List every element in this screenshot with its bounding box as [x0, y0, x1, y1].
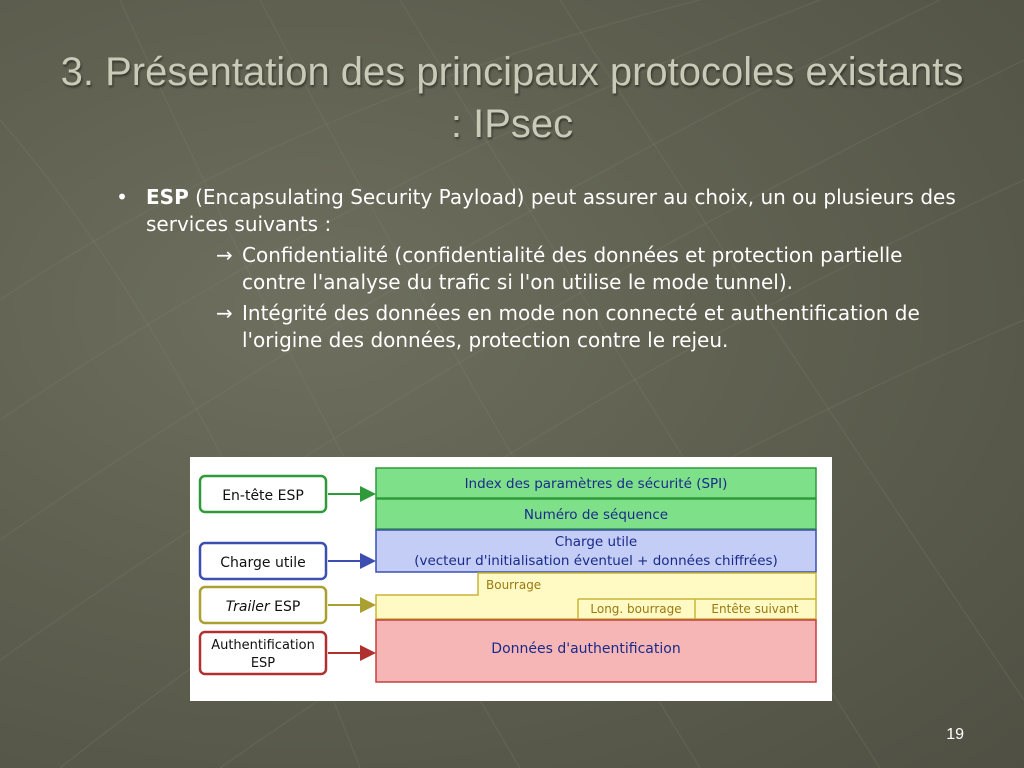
- label-header: En-tête ESP: [222, 488, 304, 504]
- field-payload-line1: Charge utile: [554, 534, 638, 550]
- bullet-dot: •: [116, 185, 128, 209]
- sub-item-integrity: [216, 300, 962, 354]
- label-trailer-rest: ESP: [269, 599, 301, 615]
- field-spi: Index des paramètres de sécurité (SPI): [464, 476, 728, 492]
- field-pad-length: Long. bourrage: [590, 602, 682, 616]
- bullet-list: [112, 184, 962, 354]
- sub-item-confidentiality: [216, 242, 962, 296]
- field-next-header: Entête suivant: [711, 602, 799, 616]
- bullet-text: (Encapsulating Security Payload) peut assurer au choix, un ou plusieurs des services suivants :: [146, 185, 956, 236]
- label-auth-line1: Authentification: [211, 638, 315, 653]
- esp-diagram-svg: [190, 457, 832, 701]
- bullet-esp: [112, 184, 962, 238]
- label-trailer-italic: Trailer: [225, 599, 270, 615]
- arrow-icon: →: [216, 243, 233, 267]
- bullet-term: ESP: [146, 185, 189, 209]
- label-trailer: [226, 599, 301, 615]
- field-padding: Bourrage: [486, 578, 542, 592]
- sub-item-text: Intégrité des données en mode non connecté et authentification de l'origine des données, protection contre le rejeu.: [242, 301, 920, 352]
- sub-item-text: Confidentialité (confidentialité des données et protection partielle contre l'analyse du trafic si l'on utilise le mode tunnel).: [242, 243, 903, 294]
- arrow-icon: →: [216, 301, 233, 325]
- field-sequence: Numéro de séquence: [523, 507, 669, 523]
- field-auth-data: Données d'authentification: [491, 641, 681, 657]
- field-payload-line2: (vecteur d'initialisation éventuel + données chiffrées): [414, 553, 778, 569]
- label-auth-line2: ESP: [250, 656, 276, 671]
- slide-title: 3. Présentation des principaux protocoles existants : IPsec: [60, 50, 964, 146]
- page-number: 19: [946, 726, 964, 743]
- label-payload: Charge utile: [220, 555, 306, 571]
- esp-packet-diagram: [190, 457, 832, 701]
